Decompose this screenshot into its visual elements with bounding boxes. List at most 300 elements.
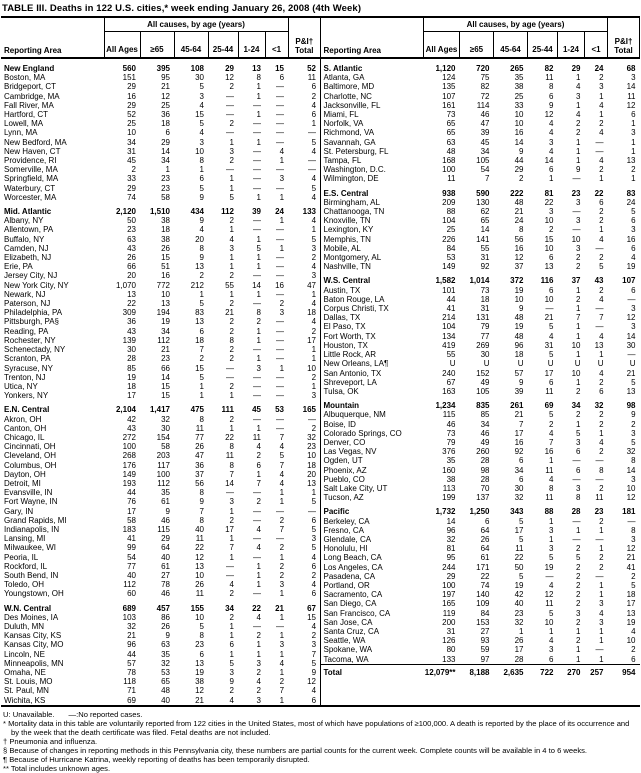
cell-value: 12	[195, 686, 204, 696]
cell-value: 2	[311, 326, 317, 336]
cell-value: 5	[311, 543, 317, 553]
row-label: Little Rock, AR	[323, 350, 376, 360]
table-row	[321, 73, 640, 82]
cell-value: 65	[446, 128, 456, 138]
cell-value: 7	[199, 345, 204, 355]
cell-value: 77	[195, 432, 204, 442]
cell-value: 1	[599, 544, 604, 554]
cell-value: 19	[514, 580, 524, 590]
cell-value: 2	[229, 612, 234, 622]
cell-value: 12	[225, 73, 234, 83]
cell-value: 4	[599, 368, 604, 378]
cell-value: 17	[307, 335, 317, 345]
footnote-star: * Mortality data in this table are voluntarily reported from 122 cities in the United States, most of which have populations of ≥100,000. A death is reported by the place of its occurrence and by the week that the death certificate was filed. Fetal deaths are not included.	[3, 718, 630, 737]
cell-value: 151	[122, 73, 136, 83]
cell-value: 1	[256, 469, 261, 479]
cell-value: 39	[480, 128, 490, 138]
cell-value: 42	[514, 590, 524, 600]
row-label: Minneapolis, MN	[4, 658, 64, 668]
cell-value: 44	[514, 156, 524, 166]
cell-value: 11	[307, 73, 317, 83]
table-row	[1, 599, 320, 613]
cell-value: 9	[311, 668, 317, 677]
cell-value: 3	[576, 608, 581, 618]
cell-value: 1	[256, 234, 261, 244]
cell-value: 1	[256, 423, 261, 433]
row-label: Lansing, MI	[4, 534, 46, 544]
table-row	[1, 101, 320, 110]
cell-value: 1	[256, 561, 261, 571]
cell-value: 4	[311, 552, 317, 562]
table-row	[321, 572, 640, 581]
table-row	[321, 627, 640, 636]
cell-value: 6	[631, 243, 636, 253]
cell-value: 22	[514, 553, 524, 563]
row-label: Cincinnati, OH	[4, 442, 56, 452]
cell-value: 3	[576, 437, 581, 447]
cell-value: 19	[626, 617, 636, 627]
cell-value: 4	[311, 216, 317, 226]
cell-value: 77	[127, 561, 136, 571]
cell-value: 12	[626, 100, 636, 110]
mortality-table	[1, 16, 640, 707]
cell-value: 3	[576, 243, 581, 253]
cell-value: 35	[161, 488, 170, 498]
row-label: San Jose, CA	[323, 617, 373, 627]
cell-value: 32	[446, 534, 456, 544]
col-header-all-ages: All Ages	[424, 31, 460, 58]
cell-value: 30	[195, 73, 204, 83]
cell-value: 13	[544, 262, 554, 272]
cell-value: 2	[256, 631, 261, 641]
cell-value: 3	[631, 73, 636, 83]
table-row	[1, 317, 320, 326]
cell-value: 30	[514, 483, 524, 493]
cell-value: 3	[279, 640, 285, 650]
col-header-1-24: 1-24	[238, 31, 265, 58]
cell-value: 1	[311, 354, 317, 364]
cell-value: —	[627, 516, 636, 526]
cell-value: 10	[544, 617, 554, 627]
cell-value: 2	[279, 515, 285, 525]
cell-value: 19	[514, 285, 524, 295]
cell-value: 2	[311, 631, 317, 641]
row-label: Los Angeles, CA	[323, 562, 383, 572]
cell-value: 2	[229, 381, 234, 391]
cell-value: 100	[156, 469, 170, 479]
cell-value: 1	[279, 589, 285, 599]
cell-value: 5	[519, 534, 524, 544]
cell-value: 9	[165, 506, 170, 516]
cell-value: 4	[199, 100, 204, 110]
table-row	[321, 147, 640, 156]
cell-value: 2	[229, 317, 234, 327]
cell-value: 5	[631, 437, 636, 447]
cell-value: 21	[514, 410, 524, 420]
table-row	[1, 451, 320, 460]
cell-value: 4	[549, 428, 554, 438]
cell-value: 92	[480, 262, 490, 272]
table-row	[321, 322, 640, 331]
cell-value: 1	[229, 262, 234, 272]
cell-value: 77	[480, 331, 490, 341]
cell-value: —	[253, 414, 261, 424]
cell-value: 13	[195, 658, 204, 668]
cell-value: 38	[446, 474, 456, 484]
cell-value: 45	[127, 156, 136, 166]
cell-value: 1	[256, 649, 261, 659]
cell-value: 34	[571, 401, 581, 411]
cell-value: 1	[549, 534, 554, 544]
row-label: Syracuse, NY	[4, 363, 53, 373]
cell-value: 1	[576, 377, 581, 387]
cell-value: 1	[229, 631, 234, 641]
cell-value: 2	[576, 580, 581, 590]
cell-value: 1	[311, 289, 317, 299]
row-label: Toledo, OH	[4, 580, 45, 590]
cell-value: —	[226, 91, 234, 101]
cell-value: 2	[311, 570, 317, 580]
table-row	[1, 382, 320, 391]
row-label: Lexington, KY	[323, 225, 374, 235]
cell-value: —	[572, 174, 581, 184]
cell-value: 100	[442, 165, 456, 175]
cell-value: 63	[161, 640, 170, 650]
cell-value: 2	[229, 589, 234, 599]
cell-value: 9	[165, 631, 170, 641]
table-row	[1, 400, 320, 414]
cell-value: 2	[229, 345, 234, 355]
cell-value: 153	[476, 617, 490, 627]
cell-value: —	[276, 183, 285, 193]
cell-value: 69	[544, 401, 554, 411]
cell-value: 2	[229, 82, 234, 92]
cell-value: 18	[127, 381, 136, 391]
cell-value: 76	[127, 497, 136, 507]
pi-label: P&I†	[295, 36, 314, 46]
cell-value: 30	[480, 350, 490, 360]
cell-value: 4	[311, 174, 317, 184]
cell-value: 84	[446, 243, 456, 253]
cell-value: 22	[544, 197, 554, 207]
cell-value: 4	[256, 612, 261, 622]
cell-value: 149	[122, 469, 136, 479]
row-label: Richmond, VA	[323, 128, 375, 138]
cell-value: 9	[631, 410, 636, 420]
cell-value: U	[547, 359, 554, 369]
cell-value: 199	[442, 493, 456, 503]
cell-value: 1	[519, 626, 524, 636]
cell-value: 65	[446, 119, 456, 129]
row-label: El Paso, TX	[323, 322, 366, 332]
cell-value: 2	[256, 317, 261, 327]
cell-value: 35	[446, 456, 456, 466]
cell-value: 1	[279, 156, 285, 166]
cell-value: 29	[446, 571, 456, 581]
row-label: Fort Worth, TX	[323, 331, 376, 341]
cell-value: 2	[229, 354, 234, 364]
table-row	[321, 609, 640, 618]
cell-value: 40	[514, 599, 524, 609]
row-label: Seattle, WA	[323, 636, 366, 646]
table-row	[321, 645, 640, 654]
table-row	[1, 82, 320, 91]
row-label: Pasadena, CA	[323, 571, 376, 581]
cell-value: —	[253, 372, 261, 382]
left-table	[1, 18, 320, 705]
cell-value: 41	[446, 304, 456, 314]
table-row	[321, 664, 640, 677]
cell-value: 2	[631, 419, 636, 429]
row-label: Tucson, AZ	[323, 493, 364, 503]
cell-value: 1	[256, 253, 261, 263]
cell-value: 53	[446, 253, 456, 263]
cell-value: —	[595, 146, 604, 156]
table-row	[321, 553, 640, 562]
cell-value: 100	[122, 442, 136, 452]
row-label: Yonkers, NY	[4, 391, 49, 401]
cell-value: 83	[626, 188, 636, 198]
cell-value: 15	[161, 391, 170, 401]
cell-value: 15	[544, 234, 554, 244]
cell-value: 689	[122, 603, 136, 613]
cell-value: 2	[599, 377, 604, 387]
cell-value: 1	[279, 243, 285, 253]
cell-value: —	[276, 372, 285, 382]
cell-value: 14	[225, 478, 234, 488]
cell-value: 6	[229, 640, 234, 650]
cell-value: 1	[256, 110, 261, 120]
cell-value: 5	[199, 299, 204, 309]
table-row	[321, 295, 640, 304]
cell-value: 4	[549, 580, 554, 590]
cell-value: 4	[599, 294, 604, 304]
table-row	[321, 581, 640, 590]
cell-value: 1	[229, 621, 234, 631]
cell-value: 44	[446, 294, 456, 304]
cell-value: 17	[514, 645, 524, 655]
cell-value: 48	[514, 331, 524, 341]
cell-value: 73	[446, 428, 456, 438]
cell-value: 22	[225, 432, 234, 442]
cell-value: 15	[195, 363, 204, 373]
cell-value: 9	[199, 497, 204, 507]
cell-value: 22	[252, 603, 261, 613]
row-label: Mountain	[323, 401, 360, 411]
cell-value: 46	[480, 428, 490, 438]
cell-value: 1	[165, 165, 170, 175]
table-row	[1, 659, 320, 668]
cell-value: —	[253, 391, 261, 401]
cell-value: 31	[480, 304, 490, 314]
col-header-25-44: 25-44	[208, 31, 238, 58]
cell-value: 36	[127, 317, 136, 327]
cell-value: 6	[549, 91, 554, 101]
cell-value: 104	[442, 216, 456, 226]
cell-value: 1	[256, 137, 261, 147]
cell-value: 5	[576, 553, 581, 563]
table-row	[321, 429, 640, 438]
cell-value: —	[276, 354, 285, 364]
table-row	[1, 442, 320, 451]
cell-value: 5	[631, 580, 636, 590]
row-label: Jacksonville, FL	[323, 100, 381, 110]
cell-value: 48	[514, 313, 524, 323]
table-row	[1, 290, 320, 299]
cell-value: 24	[275, 207, 285, 217]
cell-value: 2	[576, 410, 581, 420]
cell-value: 1	[599, 636, 604, 646]
cell-value: 36	[161, 110, 170, 120]
cell-value: —	[276, 119, 285, 129]
cell-value: —	[595, 243, 604, 253]
cell-value: 3	[311, 391, 317, 401]
cell-value: 3	[631, 428, 636, 438]
row-label: Akron, OH	[4, 414, 42, 424]
cell-value: 4	[549, 128, 554, 138]
right-table-body	[321, 58, 640, 677]
table-row	[321, 369, 640, 378]
cell-value: 74	[127, 192, 136, 202]
cell-value: 10	[195, 146, 204, 156]
cell-value: —	[226, 372, 234, 382]
cell-value: —	[276, 262, 285, 272]
table-row	[1, 308, 320, 317]
cell-value: 161	[442, 100, 456, 110]
footnotes	[1, 707, 640, 773]
cell-value: 3	[599, 82, 604, 92]
table-row	[321, 341, 640, 350]
row-label: New Haven, CT	[4, 146, 61, 156]
row-label: Fort Wayne, IN	[4, 497, 58, 507]
cell-value: 8	[576, 493, 581, 503]
cell-value: 95	[161, 73, 170, 83]
cell-value: 4	[229, 234, 234, 244]
cell-value: 5	[549, 553, 554, 563]
cell-value: 2,635	[494, 664, 528, 677]
cell-value: —	[253, 552, 261, 562]
cell-value: —	[308, 165, 317, 175]
cell-value: —	[627, 350, 636, 360]
cell-value: 4	[199, 128, 204, 138]
row-label: Erie, PA	[4, 262, 33, 272]
cell-value: 1	[256, 354, 261, 364]
cell-value: U	[574, 359, 581, 369]
cell-value: —	[226, 561, 234, 571]
cell-value: 12	[514, 253, 524, 263]
cell-value: 4	[311, 299, 317, 309]
cell-value: 9	[519, 377, 524, 387]
cell-value: 1	[199, 289, 204, 299]
cell-value: 112	[221, 207, 234, 217]
cell-value: 10	[195, 612, 204, 622]
footnote-section: § Because of changes in reporting methods in this Pennsylvania city, these numbers are partial counts for the current week. Complete counts will be available in 4 to 6 weeks.	[3, 745, 588, 755]
cell-value: 52	[127, 110, 136, 120]
cell-value: 96	[127, 640, 136, 650]
cell-value: 6	[519, 474, 524, 484]
cell-value: 2	[599, 216, 604, 226]
cell-value: 59	[480, 645, 490, 655]
cell-value: 6	[311, 695, 317, 705]
row-label: Portland, OR	[323, 580, 370, 590]
cell-value: 2	[576, 599, 581, 609]
cell-value: 23	[514, 608, 524, 618]
table-row	[1, 262, 320, 271]
cell-value: 23	[161, 174, 170, 184]
cell-value: 41	[127, 534, 136, 544]
cell-value: 1	[576, 156, 581, 166]
cell-value: 163	[442, 386, 456, 396]
cell-value: 97	[480, 654, 490, 664]
cell-value: 475	[190, 405, 204, 415]
cell-value: 1	[256, 262, 261, 272]
cell-value: 6	[549, 285, 554, 295]
cell-value: 5	[519, 516, 524, 526]
row-label: Paterson, NJ	[4, 299, 51, 309]
cell-value: 32	[626, 447, 636, 457]
cell-value: —	[308, 506, 317, 516]
row-label: Corpus Christi, TX	[323, 304, 389, 314]
table-row	[1, 553, 320, 562]
cell-value: 6	[631, 110, 636, 120]
cell-value: 2	[576, 562, 581, 572]
cell-value: 160	[442, 465, 456, 475]
table-row	[321, 244, 640, 253]
cell-value: 2	[576, 253, 581, 263]
cell-value: 11	[195, 589, 204, 599]
cell-value: 5	[311, 234, 317, 244]
cell-value: 26	[195, 442, 204, 452]
cell-value: 1	[256, 289, 261, 299]
cell-value: 4	[631, 253, 636, 263]
row-label: South Bend, IN	[4, 570, 59, 580]
row-label: Lynn, MA	[4, 128, 38, 138]
cell-value: 6	[311, 561, 317, 571]
cell-value: 3	[631, 225, 636, 235]
cell-value: 5	[199, 621, 204, 631]
row-label: Trenton, NJ	[4, 372, 46, 382]
cell-value: 55	[225, 280, 234, 290]
cell-value: 5	[279, 451, 285, 461]
row-label: Houston, TX	[323, 340, 368, 350]
cell-value: 52	[307, 64, 317, 73]
cell-value: 81	[446, 544, 456, 554]
cell-value: 115	[157, 524, 170, 534]
cell-value: 36	[195, 460, 204, 470]
cell-value: 105	[476, 156, 490, 166]
cell-value: 13	[626, 156, 636, 166]
cell-value: 49	[480, 377, 490, 387]
table-row	[321, 590, 640, 599]
table-row	[1, 373, 320, 382]
cell-value: 88	[446, 207, 456, 217]
col-header-pi-total	[288, 31, 320, 58]
table-row	[1, 202, 320, 216]
cell-value: 226	[442, 234, 456, 244]
row-label: Norfolk, VA	[323, 119, 364, 129]
cell-value: 3	[576, 91, 581, 101]
cell-value: 722	[528, 664, 558, 677]
cell-value: 2	[599, 285, 604, 295]
cell-value: 5	[576, 428, 581, 438]
cell-value: 96	[446, 525, 456, 535]
cell-value: 48	[161, 686, 170, 696]
cell-value: 13	[626, 386, 636, 396]
cell-value: 13	[626, 608, 636, 618]
cell-value: 9	[519, 304, 524, 314]
table-row	[1, 580, 320, 589]
cell-value: 11	[545, 493, 554, 503]
